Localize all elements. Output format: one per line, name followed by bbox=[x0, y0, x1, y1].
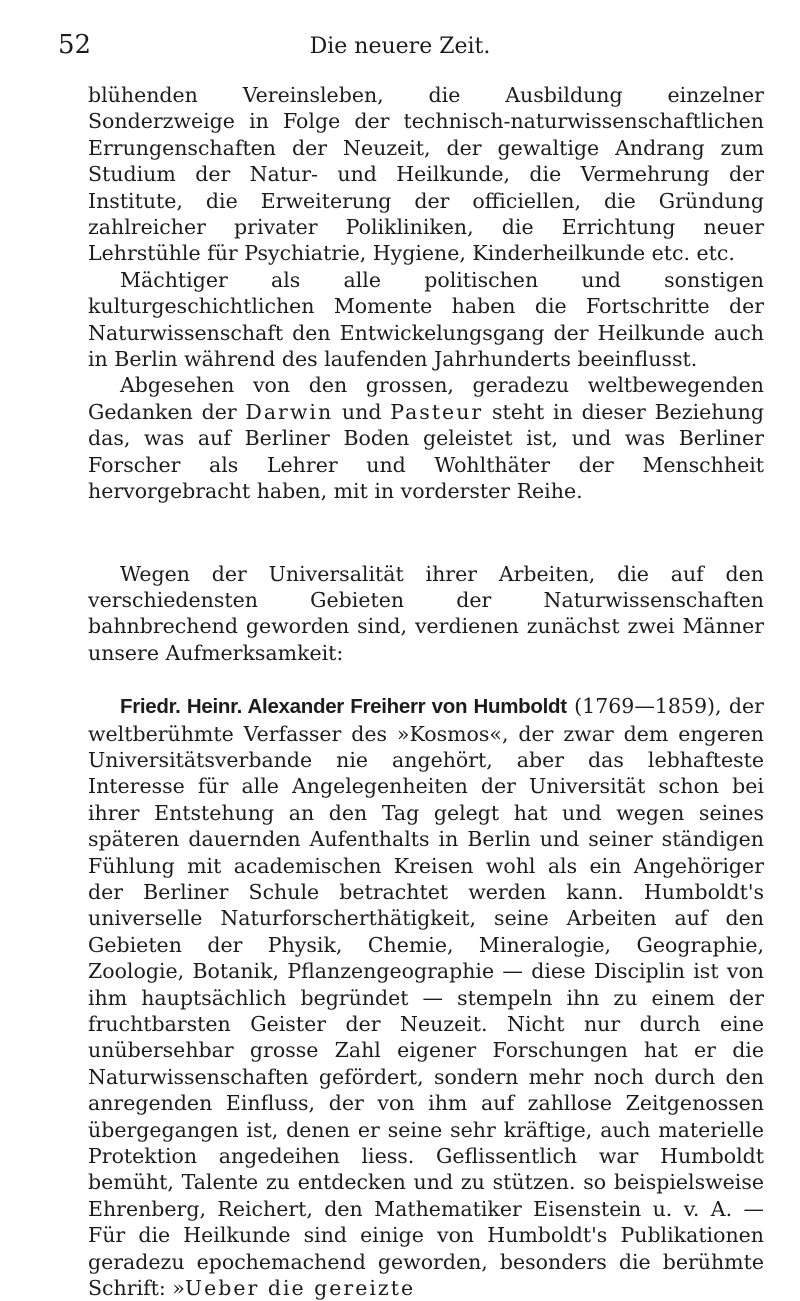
paragraph-4: Wegen der Universalität ihrer Arbeiten, die auf den verschiedensten Gebieten der Naturwissenschaften bahnbrechend geworden sind, verdienen zunächst zwei Männer unsere Aufmerksamkeit: bbox=[88, 561, 764, 665]
page-header bbox=[58, 30, 742, 70]
paragraph-5 bbox=[88, 693, 764, 1301]
page-number: 52 bbox=[58, 30, 92, 60]
humboldt-text: der weltberühmte Verfasser des »Kosmos«, der zwar dem engeren Universitätsverbande nie angehört, aber das lebhafteste Interesse für alle Angelegenheiten der Universität schon bei ihrer Entstehung an den Tag gelegt hat und wegen seines späteren dauernden Aufenthalts in Berlin und seiner ständigen Fühlung mit academischen Kreisen wohl als ein Angehöriger der Berliner Schule betrachtet werden kann. Humboldt's universelle Naturforscherthätigkeit, seine Arbeiten auf den Gebieten der Physik, Chemie, Mineralogie, Geographie, Zoologie, Botanik, Pflanzengeographie — diese Disciplin ist von ihm hauptsächlich begründet — stempeln ihn zu einem der fruchtbarsten Geister der Neuzeit. Nicht nur durch eine unübersehbar grosse Zahl eigener Forschungen hat er die Naturwissenschaften gefördert, sondern mehr noch durch den anregenden Einfluss, der von ihm auf zahllose Zeitgenossen übergegangen ist, denen er seine sehr kräftige, auch materielle Protektion angedeihen liess. Geflissentlich war Humboldt bemüht, Talente zu entdecken und zu stützen. so beispielsweise Ehrenberg, Reichert, den Mathematiker Eisenstein u. v. A. — Für die Heilkunde sind einige von Humboldt's Publikationen geradezu epochemachend geworden, besonders die berühmte Schrift: » bbox=[88, 694, 764, 1301]
paragraph-3-text-end: steht in dieser Beziehung das, was auf Berliner Boden geleistet ist, und was Berliner Forscher als Lehrer und Wohlthäter der Menschheit hervorgebracht haben, mit in vorderster Reihe. bbox=[88, 399, 764, 504]
paragraph-3-and: und bbox=[333, 399, 391, 424]
paragraph-1: blühenden Vereinsleben, die Ausbildung einzelner Sonderzweige in Folge der technisch-naturwissenschaftlichen Errungenschaften der Neuzeit, der gewaltige Andrang zum Studium der Natur- und Heilkunde, die Vermehrung der Institute, die Erweiterung der officiellen, die Gründung zahlreicher privater Polikliniken, die Errichtung neuer Lehrstühle für Psychiatrie, Hygiene, Kinderheilkunde etc. etc. bbox=[88, 83, 764, 266]
humboldt-dates: (1769—1859), bbox=[566, 694, 722, 719]
name-darwin: Darwin bbox=[245, 399, 334, 424]
paragraph-3 bbox=[88, 372, 764, 504]
name-pasteur: Pasteur bbox=[390, 399, 484, 424]
spaced-title: Ueber die gereizte bbox=[184, 1276, 416, 1301]
paragraph-2: Mächtiger als alle politischen und sonstigen kulturgeschichtlichen Momente haben die Fortschritte der Naturwissenschaft den Entwickelungsgang der Heilkunde auch in Berlin während des laufenden Jahrhunderts beeinflusst. bbox=[88, 267, 764, 372]
paragraph-3-text-start: Abgesehen von den grossen, geradezu weltbewegenden Gedanken der bbox=[88, 373, 764, 424]
humboldt-heading: Friedr. Heinr. Alexander Freiherr von Humboldt bbox=[120, 695, 567, 719]
page-body bbox=[88, 82, 764, 1301]
running-title: Die neuere Zeit. bbox=[309, 34, 491, 59]
